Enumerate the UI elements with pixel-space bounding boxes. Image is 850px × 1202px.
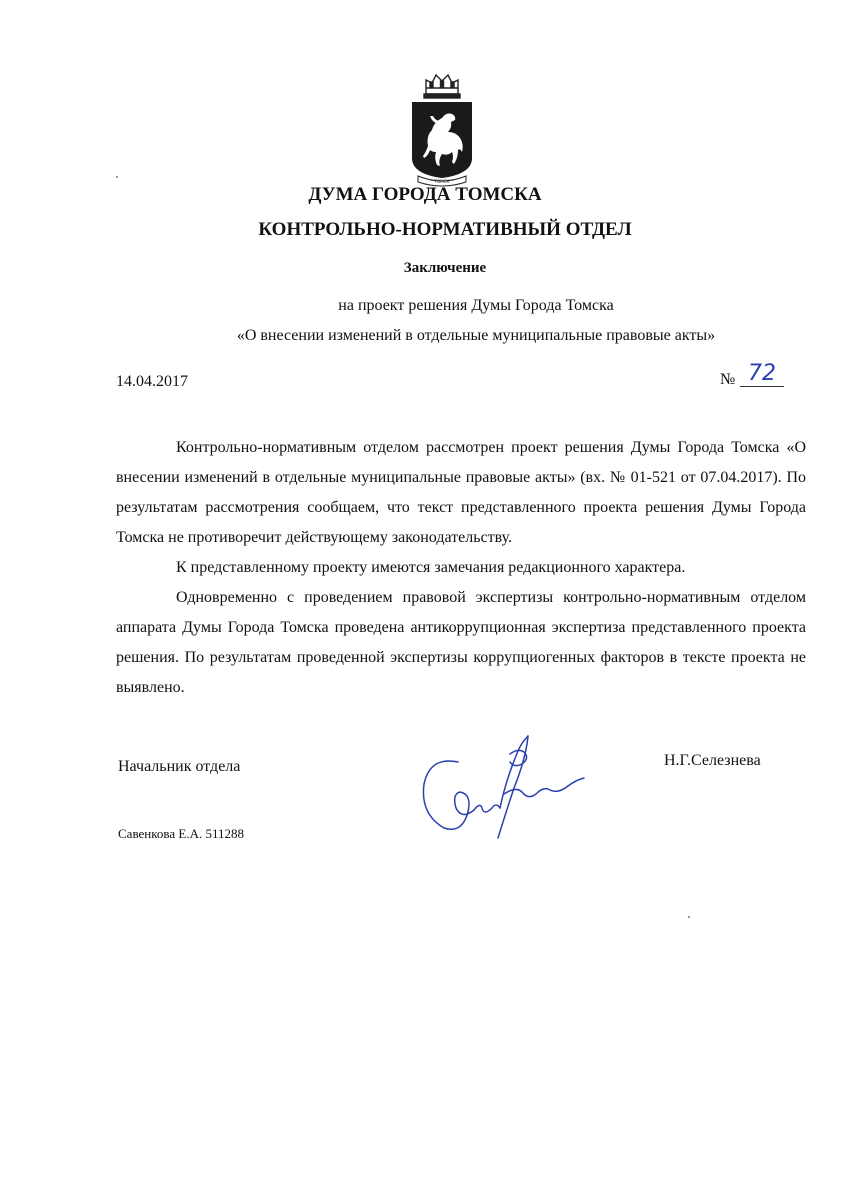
crown-icon [424, 75, 460, 98]
handwritten-signature [418, 728, 588, 846]
signer-position: Начальник отдела [118, 758, 241, 775]
stray-mark [688, 916, 690, 918]
document-type-heading: Заключение [403, 260, 487, 276]
document-number-handwritten: 72 [740, 362, 784, 387]
body-paragraph: К представленному проекту имеются замечания редакционного характера. [176, 559, 686, 576]
document-date: 14.04.2017 [116, 373, 188, 390]
subject-line: на проект решения Думы Города Томска [338, 297, 614, 314]
signer-name: Н.Г.Селезнева [664, 752, 761, 769]
stray-mark [116, 176, 118, 178]
organization-title: ДУМА ГОРОДА ТОМСКА [308, 184, 542, 205]
body-paragraph: Одновременно с проведением правовой экспертизы контрольно-нормативным отделом аппарата Думы Города Томска проведена антикоррупционная экспертиза представленного проекта решения. По результатам проведенной экспертизы коррупциогенных факторов в тексте проекта не выявлено. [116, 589, 806, 696]
executor-contact: Савенкова Е.А. 511288 [118, 826, 244, 841]
tomsk-coat-of-arms-emblem [408, 72, 476, 188]
conclusion-body [116, 433, 806, 703]
emblem-motto-text: ТОМСК [434, 179, 450, 184]
subject-title-line: «О внесении изменений в отдельные муниципальные правовые акты» [236, 327, 716, 344]
department-title: КОНТРОЛЬНО-НОРМАТИВНЫЙ ОТДЕЛ [258, 219, 632, 240]
document-number-label: № [720, 371, 736, 388]
body-paragraph: Контрольно-нормативным отделом рассмотрен проект решения Думы Города Томска «О внесении изменений в отдельные муниципальные правовые акты» (вх. № 01-521 от 07.04.2017). По результатам рассмотрения сообщаем, что текст представленного проекта решения Думы Города Томска не противоречит действующему законодательству. [116, 439, 806, 546]
